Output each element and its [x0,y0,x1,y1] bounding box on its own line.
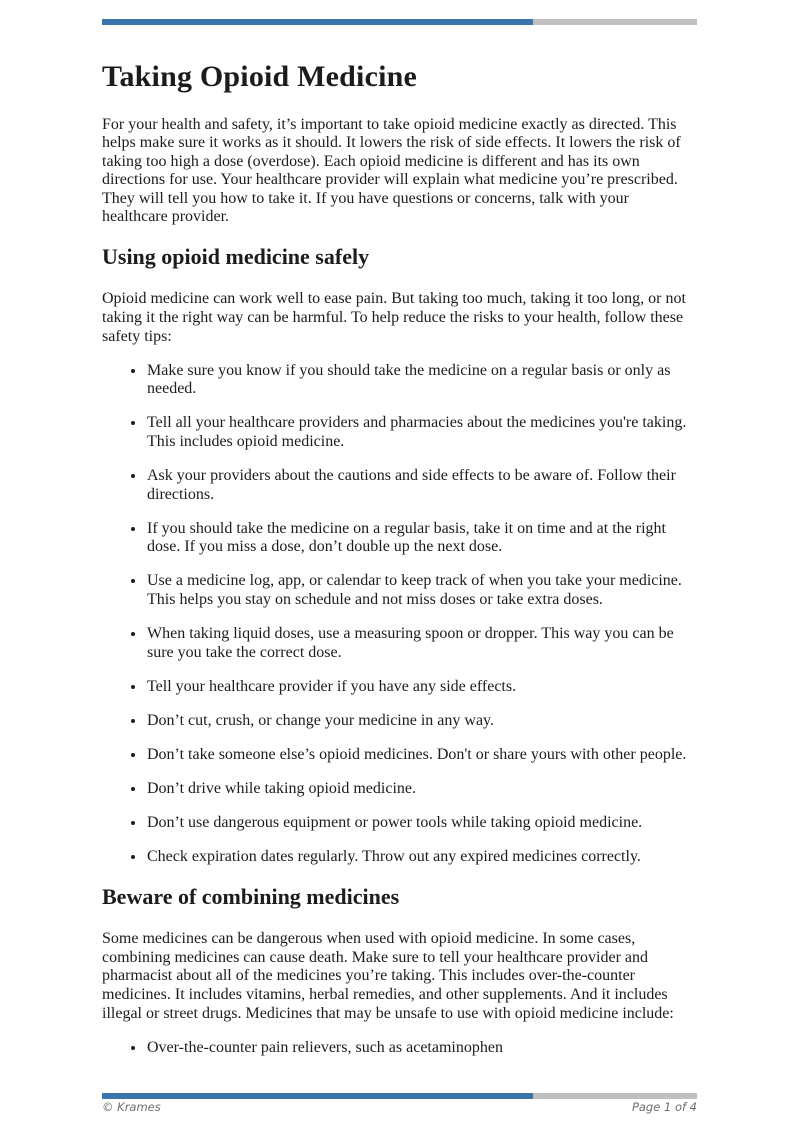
safety-tips-list [102,362,697,867]
section-using-opioid-medicine-safely [102,244,697,867]
copyright-text: © Krames [102,1100,161,1114]
section-heading: Using opioid medicine safely [102,244,370,270]
list-item: • Tell your healthcare provider if you have any side effects. [146,678,697,697]
section-heading: Beware of combining medicines [102,883,400,909]
section-paragraph: Some medicines can be dangerous when used with opioid medicine. In some cases, combining medicines can cause death. Make sure to tell your healthcare provider and pharmacist about all of the medicines you’re taking. This includes over-the-counter medicines. It includes vitamins, herbal remedies, and other supplements. And it includes illegal or street drugs. Medicines that may be unsafe to use with opioid medicine include: [102,930,674,1022]
list-item: • Don’t take someone else’s opioid medicines. Don't or share yours with other people. [146,746,697,765]
page-title: Taking Opioid Medicine [102,60,418,93]
list-item: • Don’t drive while taking opioid medicine. [146,780,697,799]
list-item: • Over-the-counter pain relievers, such as acetaminophen [146,1039,697,1058]
list-item: • Don’t cut, crush, or change your medicine in any way. [146,712,697,731]
section-paragraph: Opioid medicine can work well to ease pain. But taking too much, taking it too long, or not taking it the right way can be harmful. To help reduce the risks to your health, follow these safety tips: [102,290,686,345]
list-item: • Ask your providers about the cautions and side effects to be aware of. Follow their directions. [146,467,697,504]
footer-accent-bar-blue-segment [102,1093,533,1099]
section-beware-of-combining-medicines [102,884,697,1057]
list-item: • Don’t use dangerous equipment or power tools while taking opioid medicine. [146,814,697,833]
footer-accent-bar [102,1093,697,1099]
page-footer [102,1100,697,1114]
page-number-label: Page 1 of 4 [631,1100,697,1114]
list-item: • If you should take the medicine on a regular basis, take it on time and at the right dose. If you miss a dose, don’t double up the next dose. [146,520,697,557]
footer-accent-bar-gray-segment [533,1093,697,1099]
list-item: • When taking liquid doses, use a measuring spoon or dropper. This way you can be sure you take the correct dose. [146,625,697,662]
list-item: • Use a medicine log, app, or calendar to keep track of when you take your medicine. This helps you stay on schedule and not miss doses or take extra doses. [146,572,697,609]
unsafe-medicines-list [102,1039,697,1058]
list-item: • Make sure you know if you should take the medicine on a regular basis or only as needed. [146,362,697,399]
list-item: • Check expiration dates regularly. Throw out any expired medicines correctly. [146,848,697,867]
document-content [102,25,697,1057]
list-item: • Tell all your healthcare providers and pharmacies about the medicines you're taking. This includes opioid medicine. [146,414,697,451]
intro-paragraph: For your health and safety, it’s important to take opioid medicine exactly as directed. This helps make sure it works as it should. It lowers the risk of side effects. It lowers the risk of taking too high a dose (overdose). Each opioid medicine is different and has its own directions for use. Your healthcare provider will explain what medicine you’re prescribed. They will tell you how to take it. If you have questions or concerns, talk with your healthcare provider. [102,115,681,226]
